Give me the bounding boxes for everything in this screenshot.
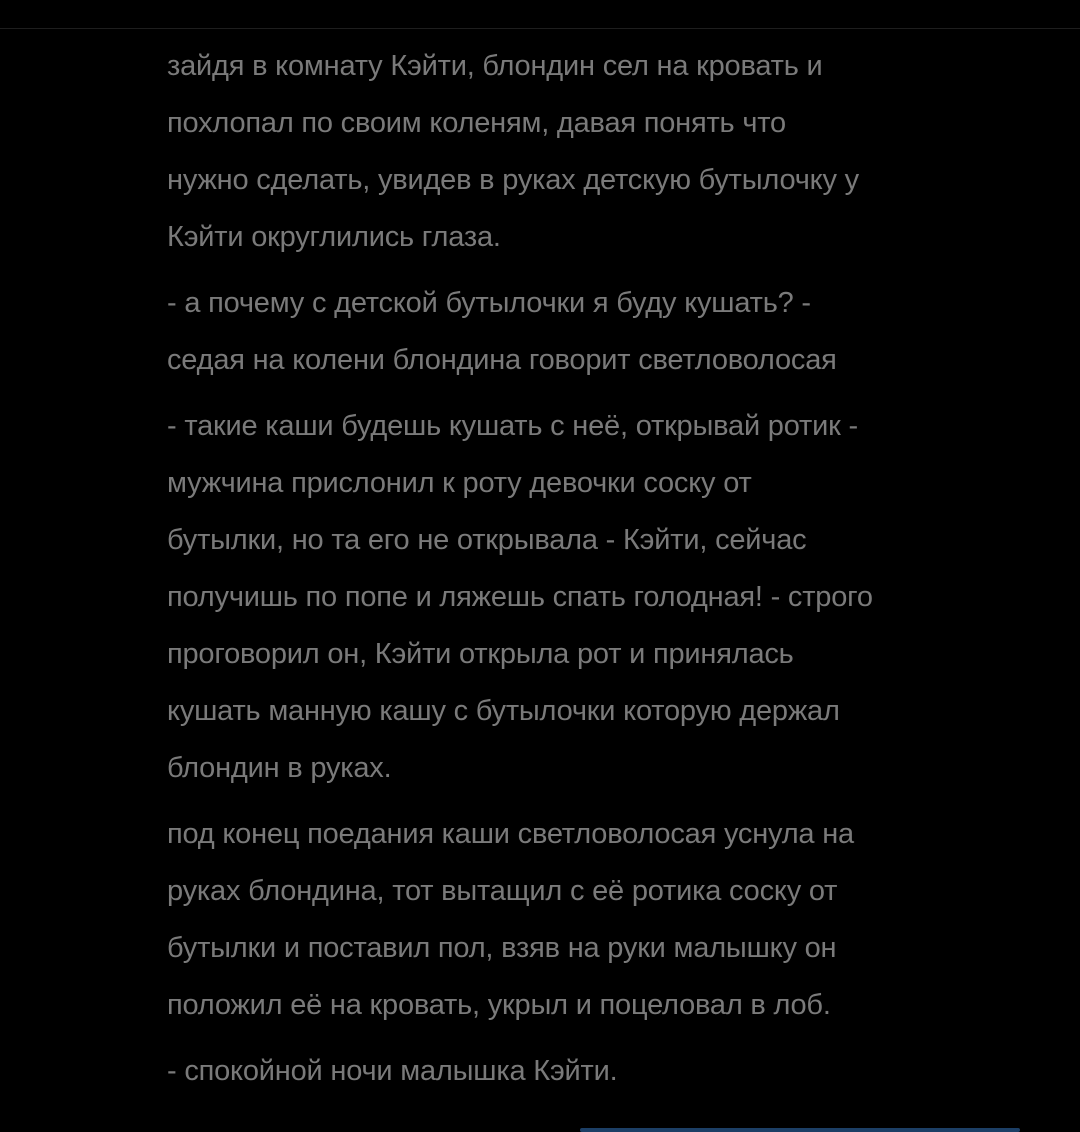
- text-line: получишь по попе и ляжешь спать голодная! - строго: [167, 581, 873, 613]
- text-line: кушать манную кашу с бутылочки которую держал: [167, 695, 840, 727]
- text-line: мужчина прислонил к роту девочки соску от: [167, 467, 752, 499]
- text-line: руках блондина, тот вытащил с её ротика соску от: [167, 875, 838, 907]
- text-line: - а почему с детской бутылочки я буду кушать? -: [167, 287, 811, 319]
- story-text-area: [167, 38, 927, 1109]
- text-line: нужно сделать, увидев в руках детскую бутылочку у: [167, 164, 859, 196]
- text-line: - такие каши будешь кушать с неё, открывай ротик -: [167, 410, 858, 442]
- text-line: под конец поедания каши светловолосая уснула на: [167, 818, 854, 850]
- top-divider: [0, 28, 1080, 29]
- story-paragraph: [167, 275, 927, 389]
- story-paragraph: [167, 38, 927, 266]
- text-line: седая на колени блондина говорит светловолосая: [167, 344, 837, 376]
- scroll-progress-bar: [580, 1128, 1020, 1132]
- text-line: зайдя в комнату Кэйти, блондин сел на кровать и: [167, 50, 823, 82]
- story-paragraph: [167, 806, 927, 1034]
- story-paragraph: [167, 1043, 927, 1100]
- text-line: - спокойной ночи малышка Кэйти.: [167, 1055, 618, 1087]
- text-line: положил её на кровать, укрыл и поцеловал в лоб.: [167, 989, 831, 1021]
- text-line: бутылки и поставил пол, взяв на руки малышку он: [167, 932, 837, 964]
- story-paragraph: [167, 398, 927, 797]
- text-line: бутылки, но та его не открывала - Кэйти, сейчас: [167, 524, 807, 556]
- text-line: проговорил он, Кэйти открыла рот и принялась: [167, 638, 794, 670]
- text-line: блондин в руках.: [167, 752, 392, 784]
- text-line: Кэйти округлились глаза.: [167, 221, 501, 253]
- text-line: похлопал по своим коленям, давая понять что: [167, 107, 786, 139]
